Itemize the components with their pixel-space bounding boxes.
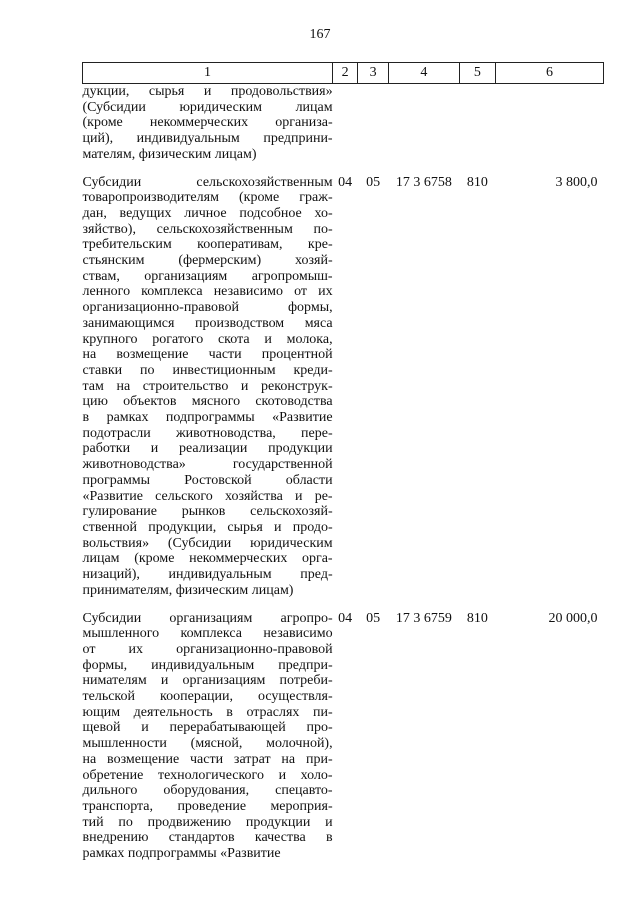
row-code-c5: 810: [466, 610, 488, 626]
description-line: работки и реализации продукции: [82, 441, 333, 457]
description-line: нимателям и организациям потреби-: [82, 673, 333, 689]
description-line: ставки по инвестиционным креди-: [82, 362, 333, 378]
description-line: программы Ростовской области: [82, 472, 333, 488]
header-col-6: 6: [496, 63, 604, 84]
description-line: стьянским (фермерским) хозяй-: [82, 253, 333, 269]
row-code-c4: 17 3 6758: [395, 174, 452, 190]
header-col-2: 2: [333, 63, 358, 84]
description-line: обретение технологического и холо-: [82, 767, 333, 783]
description-line: подотрасли животноводства, пере-: [82, 425, 333, 441]
description-line: организационно-правовой формы,: [82, 300, 333, 316]
description-line: внедрению стандартов качества в: [82, 830, 333, 846]
description-line: вольствия» (Субсидии юридическим: [82, 535, 333, 551]
description-line: мателям, физическим лицам): [82, 146, 257, 162]
description-line: тий по продвижению продукции и: [82, 814, 333, 830]
description-line: от их организационно-правовой: [82, 641, 333, 657]
row-code-c4: [389, 84, 460, 163]
page-number: 167: [309, 27, 331, 42]
row-code-c5: [459, 84, 495, 163]
description-line: (Субсидии юридическим лицам: [82, 99, 333, 115]
row-description: [83, 84, 333, 163]
description-line: животноводства» государственной: [82, 457, 333, 473]
row-code-c2: 04: [338, 610, 353, 626]
budget-table: [82, 62, 604, 862]
description-line: цию объектов мясного скотоводства: [82, 394, 333, 410]
description-line: в рамках подпрограммы «Развитие: [82, 410, 333, 426]
row-description: [83, 163, 333, 599]
row-amount: 3 800,0: [555, 174, 598, 190]
description-line: низаций), индивидуальным пред-: [82, 567, 333, 583]
row-code-c5: 810: [466, 174, 488, 190]
description-line: «Развитие сельского хозяйства и ре-: [82, 488, 333, 504]
row-code-c2: 04: [338, 174, 353, 190]
description-line: формы, индивидуальным предпри-: [82, 657, 333, 673]
description-line: ций), индивидуальным предприни-: [82, 131, 333, 147]
description-line: дан, ведущих личное подсобное хо-: [82, 205, 333, 221]
header-col-5: 5: [459, 63, 495, 84]
description-line: зяйство), сельскохозяйственным по-: [82, 221, 333, 237]
description-line: ющим деятельность в отраслях пи-: [82, 704, 333, 720]
row-amount: [496, 84, 604, 163]
row-description: [83, 599, 333, 862]
description-line: ствам, организациям агропромыш-: [82, 268, 333, 284]
description-line: дукции, сырья и продовольствия»: [82, 84, 333, 99]
row-amount: 20 000,0: [548, 610, 598, 626]
row-code-c3: 05: [366, 174, 381, 190]
description-line: ственной продукции, сырья и продо-: [82, 519, 333, 535]
row-code-c3: 05: [366, 610, 381, 626]
description-line: крупного рогатого скота и молока,: [82, 331, 333, 347]
description-line: гулирование рынков сельскохозяй-: [82, 504, 333, 520]
description-line: транспорта, проведение мероприя-: [82, 798, 333, 814]
description-line: мышленности (мясной, молочной),: [82, 736, 333, 752]
description-line: дильного оборудования, спецавто-: [82, 783, 333, 799]
header-col-4: 4: [389, 63, 460, 84]
table-row: [83, 84, 604, 163]
row-code-c3: [358, 84, 389, 163]
description-line: мышленного комплекса независимо: [82, 626, 333, 642]
description-line: Субсидии организациям агропро-: [82, 610, 333, 626]
description-line: принимателям, физическим лицам): [82, 582, 294, 598]
table-row: [83, 163, 604, 599]
table-body: [83, 84, 604, 862]
description-line: щевой и перерабатывающей про-: [82, 720, 333, 736]
description-line: товаропроизводителям (кроме граж-: [82, 190, 333, 206]
description-line: Субсидии сельскохозяйственным: [82, 174, 333, 190]
description-line: занимающимся производством мяса: [82, 315, 333, 331]
header-col-1: 1: [83, 63, 333, 84]
description-line: (кроме некоммерческих организа-: [82, 115, 333, 131]
description-line: лицам (кроме некоммерческих орга-: [82, 551, 333, 567]
description-line: ленного комплекса независимо от их: [82, 284, 333, 300]
description-line: рамках подпрограммы «Развитие: [82, 846, 281, 862]
description-line: на возмещение части процентной: [82, 347, 333, 363]
description-line: тельской кооперации, осуществля-: [82, 689, 333, 705]
description-line: на возмещение части затрат на при-: [82, 751, 333, 767]
header-row: [83, 63, 604, 84]
row-code-c4: 17 3 6759: [395, 610, 452, 626]
row-code-c2: [333, 84, 358, 163]
description-line: требительским кооперативам, кре-: [82, 237, 333, 253]
header-col-3: 3: [358, 63, 389, 84]
description-line: там на строительство и реконструк-: [82, 378, 333, 394]
table-row: [83, 599, 604, 862]
